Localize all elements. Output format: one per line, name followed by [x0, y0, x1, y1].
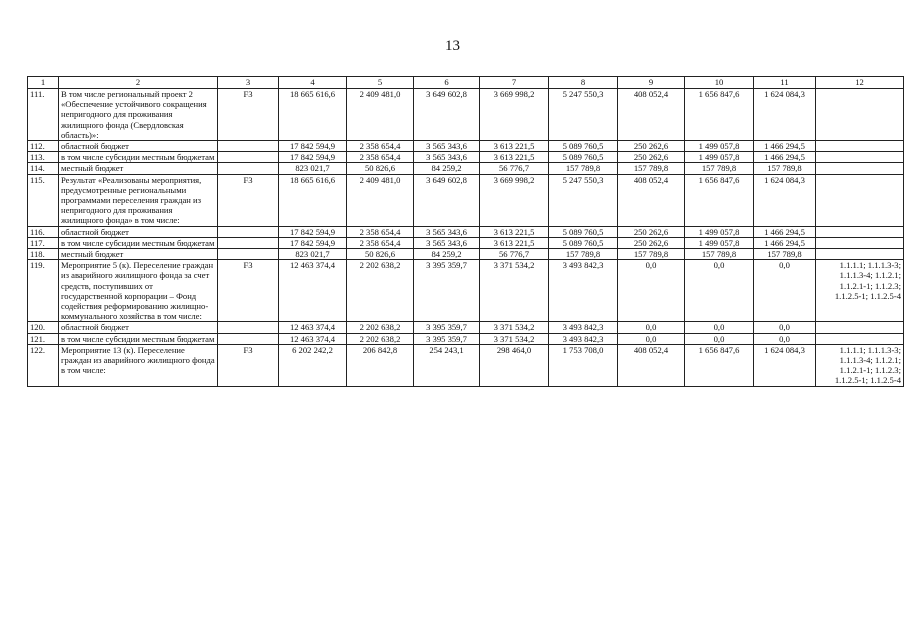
row-value: 56 776,7: [480, 249, 549, 260]
row-target-refs: 1.1.1.1; 1.1.1.3-3; 1.1.1.3-4; 1.1.2.1; 1.1.2.1-1; 1.1.2.3; 1.1.2.5-1; 1.1.2.5-4: [816, 344, 904, 386]
row-number: 118.: [28, 249, 59, 260]
row-value: 157 789,8: [685, 163, 754, 174]
column-header: 10: [685, 77, 754, 89]
row-name: местный бюджет: [59, 163, 218, 174]
row-code: [218, 163, 279, 174]
row-value: 254 243,1: [414, 344, 480, 386]
table-row: [28, 322, 904, 333]
row-value: 157 789,8: [549, 163, 618, 174]
row-value: 823 021,7: [279, 163, 347, 174]
row-number: 122.: [28, 344, 59, 386]
column-header: 12: [816, 77, 904, 89]
row-target-refs: [816, 249, 904, 260]
row-value: 157 789,8: [754, 249, 816, 260]
row-value: 3 371 534,2: [480, 333, 549, 344]
row-value: 1 624 084,3: [754, 174, 816, 226]
column-header: 2: [59, 77, 218, 89]
row-value: 12 463 374,4: [279, 333, 347, 344]
table-row: [28, 260, 904, 322]
row-number: 120.: [28, 322, 59, 333]
row-code: F3: [218, 89, 279, 141]
row-code: [218, 226, 279, 237]
row-value: 157 789,8: [685, 249, 754, 260]
row-value: 17 842 594,9: [279, 141, 347, 152]
column-header: 9: [618, 77, 685, 89]
row-code: [218, 322, 279, 333]
column-header: 1: [28, 77, 59, 89]
row-value: 157 789,8: [618, 163, 685, 174]
row-name: областной бюджет: [59, 226, 218, 237]
row-value: 5 247 550,3: [549, 174, 618, 226]
page-number: 13: [445, 38, 460, 54]
row-code: F3: [218, 344, 279, 386]
row-value: 5 089 760,5: [549, 141, 618, 152]
column-header: 4: [279, 77, 347, 89]
row-value: 3 565 343,6: [414, 226, 480, 237]
row-value: 56 776,7: [480, 163, 549, 174]
row-value: 0,0: [754, 333, 816, 344]
row-number: 111.: [28, 89, 59, 141]
row-target-refs: [816, 333, 904, 344]
budget-table: [27, 76, 904, 387]
row-name: Мероприятие 5 (к). Переселение граждан из аварийного жилищного фонда за счет средств, поступивших от государственной корпорации – Фонд содействия реформированию жилищно-коммунального хозяйства в том числе:: [59, 260, 218, 322]
column-header: 3: [218, 77, 279, 89]
row-value: 823 021,7: [279, 249, 347, 260]
row-code: [218, 249, 279, 260]
row-value: 3 371 534,2: [480, 322, 549, 333]
row-value: 2 202 638,2: [347, 260, 414, 322]
row-name: в том числе субсидии местным бюджетам: [59, 333, 218, 344]
row-number: 116.: [28, 226, 59, 237]
row-value: 5 089 760,5: [549, 226, 618, 237]
row-value: 3 395 359,7: [414, 260, 480, 322]
row-value: 157 789,8: [618, 249, 685, 260]
row-value: 408 052,4: [618, 174, 685, 226]
row-value: 1 624 084,3: [754, 89, 816, 141]
row-value: 3 565 343,6: [414, 152, 480, 163]
table-body: [28, 77, 904, 387]
row-value: 0,0: [685, 333, 754, 344]
row-value: 0,0: [685, 260, 754, 322]
row-value: 3 395 359,7: [414, 333, 480, 344]
row-value: 1 656 847,6: [685, 89, 754, 141]
row-value: 1 624 084,3: [754, 344, 816, 386]
row-name: областной бюджет: [59, 141, 218, 152]
table-row: [28, 237, 904, 248]
row-value: 3 613 221,5: [480, 237, 549, 248]
column-header: 7: [480, 77, 549, 89]
row-target-refs: [816, 141, 904, 152]
table-row: [28, 226, 904, 237]
table-row: [28, 174, 904, 226]
column-header: 8: [549, 77, 618, 89]
row-value: 1 499 057,8: [685, 226, 754, 237]
row-target-refs: [816, 322, 904, 333]
row-value: 157 789,8: [549, 249, 618, 260]
row-number: 112.: [28, 141, 59, 152]
row-value: 0,0: [618, 260, 685, 322]
row-value: 5 089 760,5: [549, 152, 618, 163]
row-value: 0,0: [685, 322, 754, 333]
row-value: 0,0: [754, 322, 816, 333]
row-value: 3 565 343,6: [414, 237, 480, 248]
row-value: 3 493 842,3: [549, 322, 618, 333]
row-value: 250 262,6: [618, 152, 685, 163]
row-value: 250 262,6: [618, 226, 685, 237]
column-header: 5: [347, 77, 414, 89]
row-value: 3 371 534,2: [480, 260, 549, 322]
row-value: 1 466 294,5: [754, 237, 816, 248]
table-row: [28, 344, 904, 386]
row-code: [218, 152, 279, 163]
row-value: 84 259,2: [414, 249, 480, 260]
row-number: 115.: [28, 174, 59, 226]
row-value: 1 499 057,8: [685, 152, 754, 163]
row-target-refs: [816, 174, 904, 226]
row-value: 2 358 654,4: [347, 226, 414, 237]
row-value: 1 466 294,5: [754, 152, 816, 163]
row-value: 3 493 842,3: [549, 333, 618, 344]
row-value: 0,0: [618, 322, 685, 333]
row-value: 50 826,6: [347, 163, 414, 174]
row-value: 18 665 616,6: [279, 174, 347, 226]
row-name: областной бюджет: [59, 322, 218, 333]
column-header-row: [28, 77, 904, 89]
row-value: 50 826,6: [347, 249, 414, 260]
row-code: [218, 141, 279, 152]
row-number: 113.: [28, 152, 59, 163]
row-code: [218, 237, 279, 248]
row-value: 1 499 057,8: [685, 141, 754, 152]
row-value: 18 665 616,6: [279, 89, 347, 141]
row-value: 408 052,4: [618, 344, 685, 386]
row-number: 119.: [28, 260, 59, 322]
row-value: 1 656 847,6: [685, 174, 754, 226]
row-value: 12 463 374,4: [279, 260, 347, 322]
table-row: [28, 163, 904, 174]
row-name: Результат «Реализованы мероприятия, предусмотренные региональными программами переселения граждан из непригодного для проживания жилищного фонда» в том числе:: [59, 174, 218, 226]
row-value: 3 565 343,6: [414, 141, 480, 152]
row-value: 17 842 594,9: [279, 152, 347, 163]
row-value: 0,0: [618, 333, 685, 344]
row-value: 2 409 481,0: [347, 89, 414, 141]
row-name: В том числе региональный проект 2 «Обеспечение устойчивого сокращения непригодного для проживания жилищного фонда (Свердловская область)»:: [59, 89, 218, 141]
row-value: 2 358 654,4: [347, 152, 414, 163]
row-target-refs: [816, 226, 904, 237]
column-header: 6: [414, 77, 480, 89]
row-value: 3 613 221,5: [480, 226, 549, 237]
row-value: 1 466 294,5: [754, 141, 816, 152]
row-value: 17 842 594,9: [279, 226, 347, 237]
column-header: 11: [754, 77, 816, 89]
row-value: 250 262,6: [618, 237, 685, 248]
row-target-refs: 1.1.1.1; 1.1.1.3-3; 1.1.1.3-4; 1.1.2.1; 1.1.2.1-1; 1.1.2.3; 1.1.2.5-1; 1.1.2.5-4: [816, 260, 904, 322]
row-value: 5 247 550,3: [549, 89, 618, 141]
row-number: 114.: [28, 163, 59, 174]
table-row: [28, 141, 904, 152]
row-value: 3 669 998,2: [480, 174, 549, 226]
row-value: 298 464,0: [480, 344, 549, 386]
row-number: 121.: [28, 333, 59, 344]
row-value: 3 613 221,5: [480, 152, 549, 163]
row-name: местный бюджет: [59, 249, 218, 260]
row-target-refs: [816, 237, 904, 248]
row-value: 0,0: [754, 260, 816, 322]
row-value: 2 202 638,2: [347, 322, 414, 333]
row-target-refs: [816, 152, 904, 163]
row-value: 1 656 847,6: [685, 344, 754, 386]
row-value: 3 493 842,3: [549, 260, 618, 322]
table-row: [28, 249, 904, 260]
row-value: 84 259,2: [414, 163, 480, 174]
row-value: 206 842,8: [347, 344, 414, 386]
row-value: 2 202 638,2: [347, 333, 414, 344]
table-row: [28, 89, 904, 141]
row-value: 2 358 654,4: [347, 141, 414, 152]
row-name: Мероприятие 13 (к). Переселение граждан из аварийного жилищного фонда в том числе:: [59, 344, 218, 386]
row-value: 1 466 294,5: [754, 226, 816, 237]
row-value: 12 463 374,4: [279, 322, 347, 333]
row-value: 2 409 481,0: [347, 174, 414, 226]
row-target-refs: [816, 89, 904, 141]
table-row: [28, 333, 904, 344]
row-number: 117.: [28, 237, 59, 248]
row-value: 250 262,6: [618, 141, 685, 152]
row-code: F3: [218, 174, 279, 226]
row-value: 1 753 708,0: [549, 344, 618, 386]
row-name: в том числе субсидии местным бюджетам: [59, 152, 218, 163]
row-value: 6 202 242,2: [279, 344, 347, 386]
table-row: [28, 152, 904, 163]
row-code: [218, 333, 279, 344]
row-value: 3 613 221,5: [480, 141, 549, 152]
row-target-refs: [816, 163, 904, 174]
row-value: 3 395 359,7: [414, 322, 480, 333]
row-value: 2 358 654,4: [347, 237, 414, 248]
row-value: 3 649 602,8: [414, 89, 480, 141]
row-value: 5 089 760,5: [549, 237, 618, 248]
row-value: 3 669 998,2: [480, 89, 549, 141]
row-value: 408 052,4: [618, 89, 685, 141]
row-value: 3 649 602,8: [414, 174, 480, 226]
row-value: 157 789,8: [754, 163, 816, 174]
row-value: 17 842 594,9: [279, 237, 347, 248]
row-code: F3: [218, 260, 279, 322]
row-name: в том числе субсидии местным бюджетам: [59, 237, 218, 248]
row-value: 1 499 057,8: [685, 237, 754, 248]
